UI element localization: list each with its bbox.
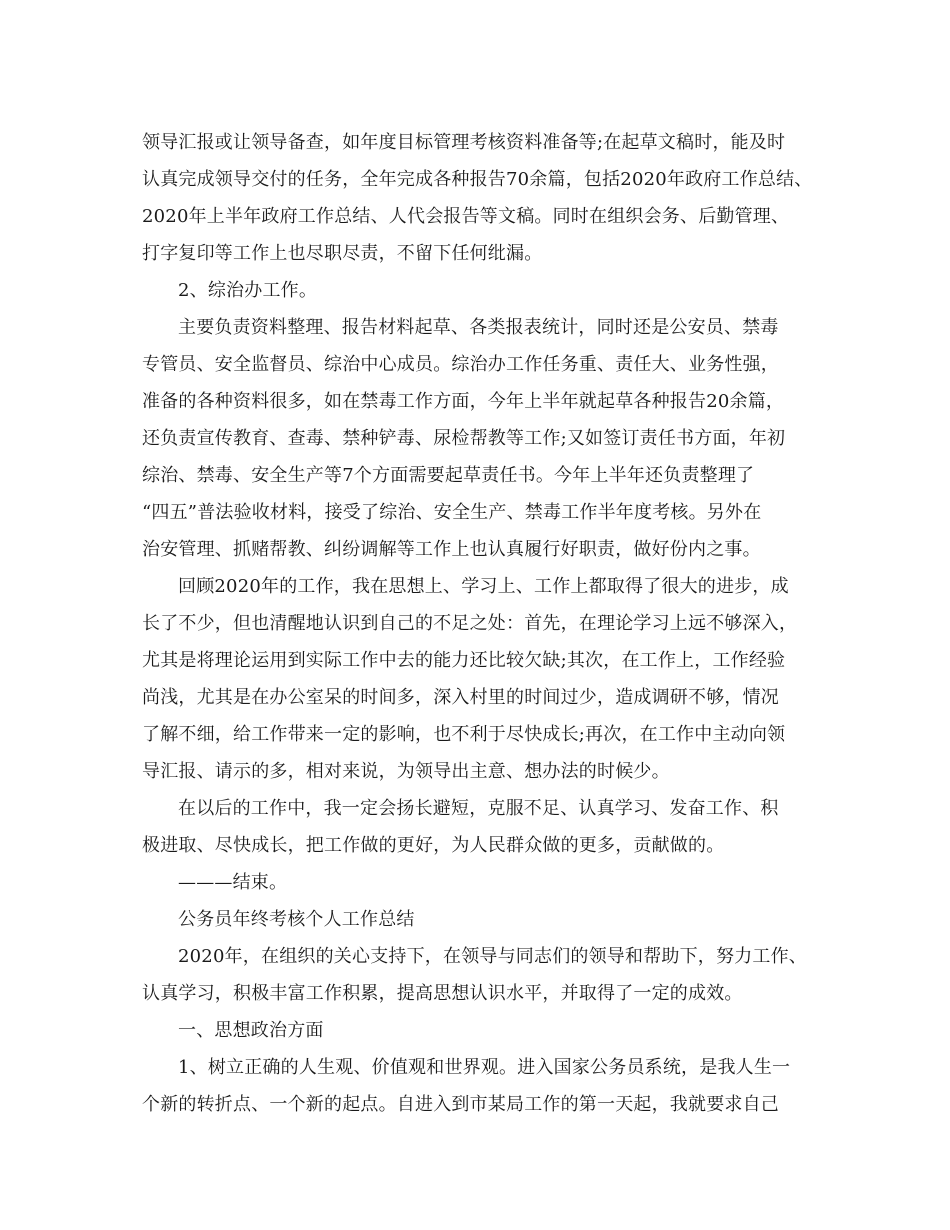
body-text-line: 认真完成领导交付的任务，全年完成各种报告70余篇，包括2020年政府工作总结、 — [142, 169, 813, 190]
section-heading: 2、综治办工作。 — [178, 280, 318, 301]
body-text-line: 治安管理、抓赌帮教、纠纷调解等工作上也认真履行好职责，做好份内之事。 — [142, 539, 761, 560]
body-text-line: 综治、禁毒、安全生产等7个方面需要起草责任书。今年上半年还负责整理了 — [142, 465, 755, 486]
body-text-line: 打字复印等工作上也尽职尽责，不留下任何纰漏。 — [142, 243, 543, 264]
document-title: 公务员年终考核个人工作总结 — [178, 909, 415, 930]
body-text-line: 尤其是将理论运用到实际工作中去的能力还比较欠缺;其次，在工作上，工作经验 — [142, 650, 786, 671]
body-text-line: 准备的各种资料很多，如在禁毒工作方面，今年上半年就起草各种报告20余篇， — [142, 391, 785, 412]
end-marker: ———结束。 — [178, 872, 288, 893]
body-text-line: 尚浅，尤其是在办公室呆的时间多，深入村里的时间过少，造成调研不够，情况 — [142, 687, 779, 708]
section-heading: 一、思想政治方面 — [178, 1020, 324, 1041]
body-text-line: 极进取、尽快成长，把工作做的更好，为人民群众做的更多，贡献做的。 — [142, 835, 725, 856]
body-text-line: 1、树立正确的人生观、价值观和世界观。进入国家公务员系统，是我人生一 — [178, 1057, 791, 1078]
body-text-line: 回顾2020年的工作，我在思想上、学习上、工作上都取得了很大的进步，成 — [178, 576, 789, 597]
body-text-line: “四五”普法验收材料，接受了综治、安全生产、禁毒工作半年度考核。另外在 — [142, 502, 762, 523]
body-text-line: 专管员、安全监督员、综治中心成员。综治办工作任务重、责任大、业务性强， — [142, 354, 779, 375]
body-text-line: 在以后的工作中，我一定会扬长避短，克服不足、认真学习、发奋工作、积 — [178, 798, 779, 819]
body-text-line: 个新的转折点、一个新的起点。自进入到市某局工作的第一天起，我就要求自己 — [142, 1094, 779, 1115]
body-text-line: 领导汇报或让领导备查，如年度目标管理考核资料准备等;在起草文稿时，能及时 — [142, 132, 786, 153]
body-text-line: 2020年，在组织的关心支持下，在领导与同志们的领导和帮助下，努力工作、 — [178, 946, 808, 967]
body-text-line: 导汇报、请示的多，相对来说，为领导出主意、想办法的时候少。 — [142, 761, 670, 782]
body-text-line: 2020年上半年政府工作总结、人代会报告等文稿。同时在组织会务、后勤管理、 — [142, 206, 790, 227]
body-text-line: 还负责宣传教育、查毒、禁种铲毒、尿检帮教等工作;又如签订责任书方面，年初 — [142, 428, 786, 449]
body-text-line: 认真学习，积极丰富工作积累，提高思想认识水平，并取得了一定的成效。 — [142, 983, 743, 1004]
body-text-line: 长了不少，但也清醒地认识到自己的不足之处：首先，在理论学习上远不够深入， — [142, 613, 798, 634]
body-text-line: 了解不细，给工作带来一定的影响，也不利于尽快成长;再次，在工作中主动向领 — [142, 724, 786, 745]
body-text-line: 主要负责资料整理、报告材料起草、各类报表统计，同时还是公安员、禁毒 — [178, 317, 779, 338]
